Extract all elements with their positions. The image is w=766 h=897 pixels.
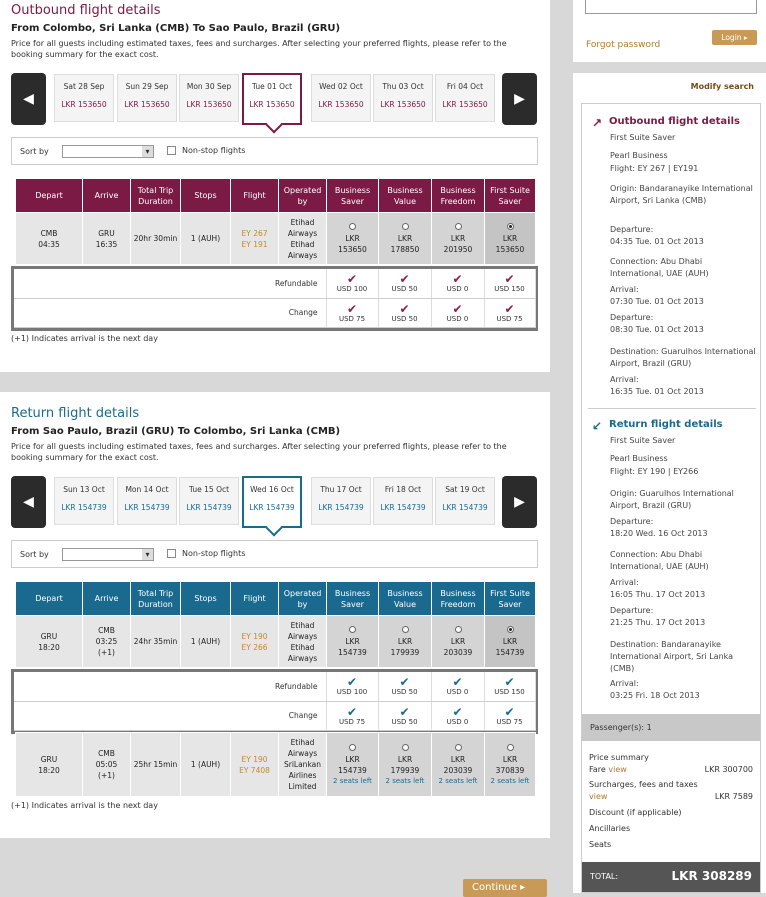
- check-icon: ✔: [346, 704, 358, 719]
- duration-cell: 20hr 30min: [131, 213, 181, 265]
- refund-fee: ✔ USD 50: [378, 672, 431, 701]
- fare-radio[interactable]: [455, 223, 462, 230]
- taxes-label: Surcharges, fees and taxes: [589, 780, 698, 789]
- sort-label: Sort by: [20, 147, 49, 156]
- check-icon: ✔: [399, 301, 410, 316]
- date-option[interactable]: Fri 18 Oct LKR 154739: [373, 477, 433, 525]
- refund-fee: ✔ USD 100: [326, 269, 378, 298]
- flight-row: [16, 616, 536, 668]
- col-business-saver: Business Saver: [327, 179, 379, 213]
- return-flight-table-2: [15, 732, 536, 797]
- change-fee: ✔ USD 50: [378, 701, 431, 730]
- arrive-cell: CMB 05:05 (+1): [83, 733, 131, 797]
- change-fee: ✔ USD 75: [484, 701, 535, 730]
- col-business-saver: Business Saver: [327, 582, 379, 616]
- refund-fee: ✔ USD 0: [431, 269, 484, 298]
- login-button[interactable]: Login ▸: [712, 30, 757, 45]
- sort-bar: [11, 137, 538, 165]
- flight-number-cell[interactable]: EY 190 EY 7408: [231, 733, 279, 797]
- discount-label: Discount (if applicable): [589, 808, 682, 817]
- col-depart: Depart: [16, 582, 83, 616]
- fare-radio[interactable]: [349, 626, 356, 633]
- refund-fee: ✔ USD 100: [326, 672, 378, 701]
- return-note: Price for all guests including estimated taxes, fees and surcharges. After selecting your preferred flights, please refer to the booking summary for the exact cost.: [11, 442, 507, 462]
- price-summary-label: Price summary: [589, 753, 649, 762]
- outbound-panel: [0, 0, 550, 372]
- next-dates-button[interactable]: ▶: [502, 73, 537, 125]
- flight-number-cell[interactable]: EY 267 EY 191: [231, 213, 279, 265]
- return-arrival-label: Arrival:: [610, 679, 639, 688]
- sort-select[interactable]: [62, 548, 154, 561]
- fare-option-selected[interactable]: LKR 154739: [485, 616, 536, 668]
- fare-radio[interactable]: [455, 626, 462, 633]
- outbound-destination: Destination: Guarulhos International Airport, Brazil (GRU): [610, 347, 756, 368]
- refund-fee: ✔ USD 150: [484, 269, 535, 298]
- operator-cell: Etihad Airways Etihad Airways: [279, 213, 327, 265]
- fare-radio[interactable]: [455, 744, 462, 751]
- stops-cell: 1 (AUH): [181, 213, 231, 265]
- return-arrow-icon: ↙: [592, 419, 603, 433]
- fare-option[interactable]: LKR 179939: [379, 616, 432, 668]
- check-icon: ✔: [504, 301, 515, 316]
- refundable-label: Refundable: [14, 269, 326, 298]
- operator-cell: Etihad Airways Etihad Airways: [279, 616, 327, 668]
- outbound-connection: Connection: Abu Dhabi International, UAE (AUH): [610, 257, 709, 278]
- check-icon: ✔: [452, 272, 463, 287]
- continue-button[interactable]: Continue ▸: [463, 879, 547, 897]
- login-box: [573, 0, 766, 62]
- fare-radio[interactable]: [402, 626, 409, 633]
- change-fee: ✔ USD 75: [326, 701, 378, 730]
- outbound-flight-table: [15, 178, 536, 265]
- return-flight: Flight: EY 190 | EY266: [610, 467, 699, 476]
- col-first-suite-saver: First Suite Saver: [485, 179, 536, 213]
- check-icon: ✔: [504, 272, 515, 287]
- depart-cell: CMB 04:35: [16, 213, 83, 265]
- date-option[interactable]: Thu 03 Oct LKR 153650: [373, 74, 433, 122]
- check-icon: ✔: [452, 704, 463, 719]
- col-business-freedom: Business Freedom: [432, 582, 485, 616]
- nonstop-checkbox[interactable]: [167, 549, 176, 558]
- date-option-selected[interactable]: Wed 16 Oct LKR 154739: [242, 476, 302, 528]
- fare-option[interactable]: LKR 201950: [432, 213, 485, 265]
- outbound-origin: Origin: Bandaranayike International Airport, Sri Lanka (CMB): [610, 184, 753, 205]
- outbound-departure: 04:35 Tue. 01 Oct 2013: [610, 237, 704, 246]
- footnote: (+1) Indicates arrival is the next day: [11, 334, 158, 343]
- fare-line: Fare view LKR 300700: [589, 765, 753, 774]
- outbound-note: Price for all guests including estimated taxes, fees and surcharges. After selecting your preferred flights, please refer to the booking summary for the exact cost.: [11, 39, 507, 59]
- flight-row: [16, 733, 536, 797]
- outbound-arrival: 07:30 Tue. 01 Oct 2013: [610, 297, 704, 306]
- col-business-freedom: Business Freedom: [432, 179, 485, 213]
- outbound-departure-label: Departure:: [610, 313, 654, 322]
- operator-cell: Etihad Airways SriLankan Airlines Limited: [279, 733, 327, 797]
- taxes-view-link[interactable]: view: [589, 792, 608, 801]
- summary-return-title: Return flight details: [609, 419, 723, 430]
- change-fee: ✔ USD 75: [326, 298, 378, 327]
- col-business-value: Business Value: [379, 582, 432, 616]
- fare-option[interactable]: LKR 203039: [432, 616, 485, 668]
- sidebar: [573, 0, 766, 893]
- change-fee: ✔ USD 50: [378, 298, 431, 327]
- date-option[interactable]: Sun 13 Oct LKR 154739: [54, 477, 114, 525]
- outbound-arrival-label: Arrival:: [610, 285, 639, 294]
- date-option[interactable]: Sat 19 Oct LKR 154739: [435, 477, 495, 525]
- return-flight-table: [15, 581, 536, 668]
- col-operated: Operated by: [279, 582, 327, 616]
- depart-cell: GRU 18:20: [16, 733, 83, 797]
- nonstop-label: Non-stop flights: [182, 549, 246, 558]
- fare-radio-selected[interactable]: [507, 626, 514, 633]
- stops-cell: 1 (AUH): [181, 616, 231, 668]
- total-label: TOTAL:: [590, 872, 619, 881]
- passengers-bar: Passenger(s): 1: [582, 714, 760, 741]
- change-fee: ✔ USD 0: [431, 298, 484, 327]
- nonstop-label: Non-stop flights: [182, 146, 246, 155]
- booking-summary: [573, 73, 766, 893]
- date-option[interactable]: Mon 30 Sep LKR 153650: [179, 74, 239, 122]
- fare-conditions: [11, 669, 538, 734]
- date-option[interactable]: Fri 04 Oct LKR 153650: [435, 74, 495, 122]
- return-departure-label: Departure:: [610, 606, 654, 615]
- date-option[interactable]: Sat 28 Sep LKR 153650: [54, 74, 114, 122]
- outbound-departure-label: Departure:: [610, 225, 654, 234]
- return-arrival-label: Arrival:: [610, 578, 639, 587]
- outbound-departure: 08:30 Tue. 01 Oct 2013: [610, 325, 704, 334]
- divider: [588, 408, 756, 409]
- arrive-cell: GRU 16:35: [83, 213, 131, 265]
- total-value: LKR 308289: [671, 869, 752, 883]
- summary-outbound-title: Outbound flight details: [609, 116, 740, 127]
- ancillaries-label: Ancillaries: [589, 824, 631, 833]
- col-stops: Stops: [181, 179, 231, 213]
- return-arrival: 16:05 Thu. 17 Oct 2013: [610, 590, 706, 599]
- col-duration: Total Trip Duration: [131, 582, 181, 616]
- flight-row: [16, 213, 536, 265]
- check-icon: ✔: [346, 272, 358, 287]
- date-option[interactable]: Tue 15 Oct LKR 154739: [179, 477, 239, 525]
- return-arrival: 03:25 Fri. 18 Oct 2013: [610, 691, 700, 700]
- outbound-flight: Flight: EY 267 | EY191: [610, 164, 699, 173]
- duration-cell: 25hr 15min: [131, 733, 181, 797]
- col-operated: Operated by: [279, 179, 327, 213]
- fare-option[interactable]: LKR 179939 2 seats left: [379, 733, 432, 797]
- password-input[interactable]: [585, 0, 757, 14]
- fare-option[interactable]: LKR 178850: [379, 213, 432, 265]
- return-connection: Connection: Abu Dhabi International, UAE (AUH): [610, 550, 709, 571]
- fare-radio[interactable]: [402, 744, 409, 751]
- return-class: First Suite Saver: [610, 436, 676, 445]
- stops-cell: 1 (AUH): [181, 733, 231, 797]
- prev-dates-button[interactable]: ◀: [11, 73, 46, 125]
- fare-option[interactable]: LKR 370839 2 seats left: [485, 733, 536, 797]
- change-label: Change: [14, 701, 326, 730]
- forgot-password-link[interactable]: Forgot password: [586, 40, 661, 50]
- outbound-class: First Suite Saver: [610, 133, 676, 142]
- summary-box: [581, 103, 761, 893]
- date-option[interactable]: Thu 17 Oct LKR 154739: [311, 477, 371, 525]
- outbound-route: From Colombo, Sri Lanka (CMB) To Sao Paulo, Brazil (GRU): [11, 23, 341, 34]
- return-departure: 18:20 Wed. 16 Oct 2013: [610, 529, 708, 538]
- col-stops: Stops: [181, 582, 231, 616]
- check-icon: ✔: [346, 301, 358, 316]
- col-first-suite-saver: First Suite Saver: [485, 582, 536, 616]
- prev-dates-button[interactable]: ◀: [11, 476, 46, 528]
- taxes-line: view LKR 7589: [589, 792, 753, 801]
- fare-radio[interactable]: [402, 223, 409, 230]
- check-icon: ✔: [504, 675, 515, 690]
- outbound-arrival-label: Arrival:: [610, 375, 639, 384]
- change-fee: ✔ USD 0: [431, 701, 484, 730]
- outbound-title: Outbound flight details: [11, 3, 161, 18]
- outbound-arrow-icon: ↗: [592, 116, 603, 130]
- date-option[interactable]: Mon 14 Oct LKR 154739: [117, 477, 177, 525]
- duration-cell: 24hr 35min: [131, 616, 181, 668]
- change-label: Change: [14, 298, 326, 327]
- check-icon: ✔: [346, 675, 358, 690]
- fare-option[interactable]: LKR 154739 2 seats left: [327, 733, 379, 797]
- flight-number-cell[interactable]: EY 190 EY 266: [231, 616, 279, 668]
- fare-radio-selected[interactable]: [507, 223, 514, 230]
- col-arrive: Arrive: [83, 582, 131, 616]
- check-icon: ✔: [452, 675, 463, 690]
- change-fee: ✔ USD 75: [484, 298, 535, 327]
- check-icon: ✔: [399, 704, 410, 719]
- return-route: From Sao Paulo, Brazil (GRU) To Colombo, Sri Lanka (CMB): [11, 426, 341, 437]
- nonstop-checkbox[interactable]: [167, 146, 176, 155]
- col-duration: Total Trip Duration: [131, 179, 181, 213]
- check-icon: ✔: [504, 704, 515, 719]
- next-dates-button[interactable]: ▶: [502, 476, 537, 528]
- outbound-class: Pearl Business: [610, 151, 668, 160]
- sort-select[interactable]: [62, 145, 154, 158]
- return-destination: Destination: Bandaranayike International Airport, Sri Lanka (CMB): [610, 640, 734, 673]
- col-flight: Flight: [231, 179, 279, 213]
- outbound-arrival: 16:35 Tue. 01 Oct 2013: [610, 387, 704, 396]
- fare-option[interactable]: LKR 153650: [327, 213, 379, 265]
- fare-radio[interactable]: [349, 223, 356, 230]
- sort-label: Sort by: [20, 550, 49, 559]
- depart-cell: GRU 18:20: [16, 616, 83, 668]
- check-icon: ✔: [452, 301, 463, 316]
- return-departure-label: Departure:: [610, 517, 654, 526]
- date-option-selected[interactable]: Tue 01 Oct LKR 153650: [242, 73, 302, 125]
- seats-label: Seats: [589, 840, 612, 849]
- refund-fee: ✔ USD 50: [378, 269, 431, 298]
- col-depart: Depart: [16, 179, 83, 213]
- fare-view-link[interactable]: view: [608, 765, 627, 774]
- date-option[interactable]: Wed 02 Oct LKR 153650: [311, 74, 371, 122]
- return-panel: [0, 392, 550, 838]
- refund-fee: ✔ USD 150: [484, 672, 535, 701]
- modify-search-link[interactable]: Modify search: [690, 82, 754, 91]
- arrive-cell: CMB 03:25 (+1): [83, 616, 131, 668]
- col-business-value: Business Value: [379, 179, 432, 213]
- footnote: (+1) Indicates arrival is the next day: [11, 801, 158, 810]
- return-title: Return flight details: [11, 406, 140, 421]
- date-option[interactable]: Sun 29 Sep LKR 153650: [117, 74, 177, 122]
- fare-option-selected[interactable]: LKR 153650: [485, 213, 536, 265]
- return-departure: 21:25 Thu. 17 Oct 2013: [610, 618, 706, 627]
- fare-option[interactable]: LKR 154739: [327, 616, 379, 668]
- check-icon: ✔: [399, 272, 410, 287]
- fare-option[interactable]: LKR 203039 2 seats left: [432, 733, 485, 797]
- fare-radio[interactable]: [349, 744, 356, 751]
- col-flight: Flight: [231, 582, 279, 616]
- sort-bar: [11, 540, 538, 568]
- return-class: Pearl Business: [610, 454, 668, 463]
- refundable-label: Refundable: [14, 672, 326, 701]
- total-bar: [582, 862, 760, 892]
- fare-conditions: [11, 266, 538, 331]
- refund-fee: ✔ USD 0: [431, 672, 484, 701]
- check-icon: ✔: [399, 675, 410, 690]
- col-arrive: Arrive: [83, 179, 131, 213]
- return-origin: Origin: Guarulhos International Airport, Brazil (GRU): [610, 489, 734, 510]
- fare-radio[interactable]: [507, 744, 514, 751]
